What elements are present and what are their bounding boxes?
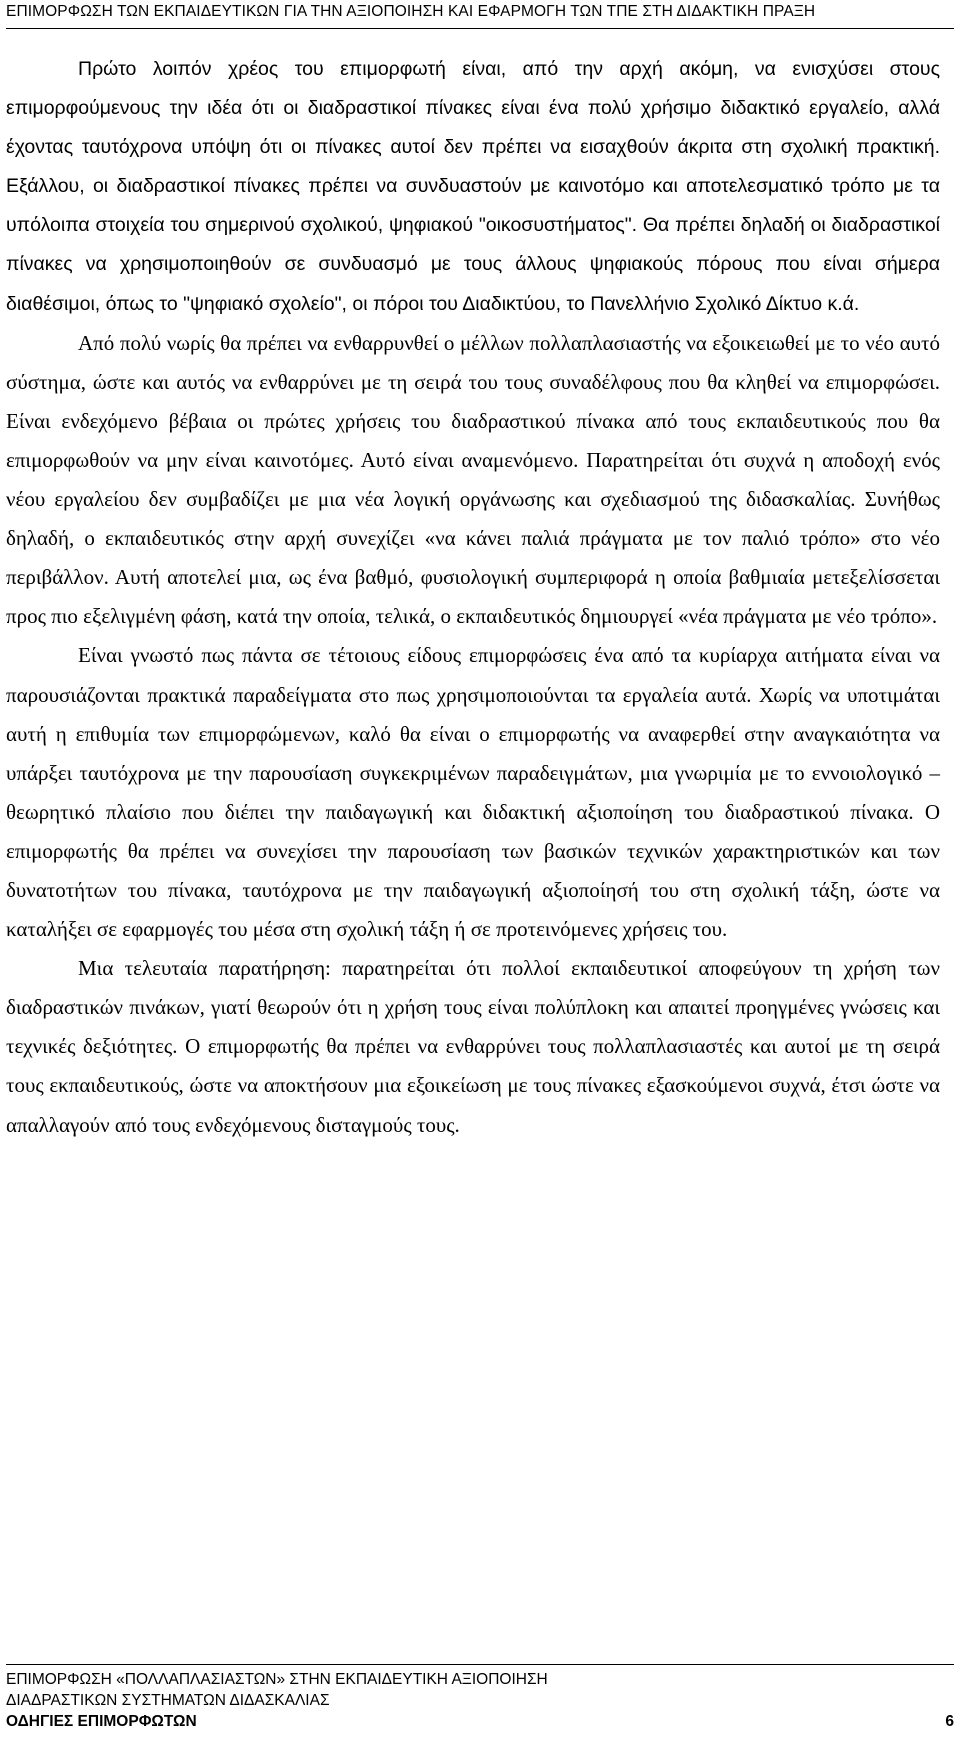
footer-line-2: ΔΙΑΔΡΑΣΤΙΚΩΝ ΣΥΣΤΗΜΑΤΩΝ ΔΙΔΑΣΚΑΛΙΑΣ [6, 1692, 330, 1709]
header-title: ΕΠΙΜΟΡΦΩΣΗ ΤΩΝ ΕΚΠΑΙΔΕΥΤΙΚΩΝ ΓΙΑ ΤΗΝ ΑΞΙΟΠΟΙΗΣΗ ΚΑΙ ΕΦΑΡΜΟΓΗ ΤΩΝ ΤΠΕ ΣΤΗ ΔΙΔΑΚΤΙΚΗ ΠΡΑΞΗ [6, 3, 816, 20]
footer-line-1: ΕΠΙΜΟΡΦΩΣΗ «ΠΟΛΛΑΠΛΑΣΙΑΣΤΩΝ» ΣΤΗΝ ΕΚΠΑΙΔΕΥΤΙΚΗ ΑΞΙΟΠΟΙΗΣΗ [6, 1671, 548, 1688]
document-body [6, 50, 940, 1145]
footer-doc-label: ΟΔΗΓΙΕΣ ΕΠΙΜΟΡΦΩΤΩΝ [6, 1713, 197, 1730]
paragraph-4: Μια τελευταία παρατήρηση: παρατηρείται ότι πολλοί εκπαιδευτικοί αποφεύγουν τη χρήση των διαδραστικών πινάκων, γιατί θεωρούν ότι η χρήση τους είναι πολύπλοκη και απαιτεί προηγμένες γνώσεις και τεχνικές δεξιότητες. Ο επιμορφωτής θα πρέπει να ενθαρρύνει τους πολλαπλασιαστές και αυτοί με τη σειρά τους εκπαιδευτικούς, ώστε να αποκτήσουν μια εξοικείωση με τους πίνακες εξασκούμενοι συχνά, έτσι ώστε να απαλλαγούν από τους ενδεχόμενους δισταγμούς τους. [6, 956, 940, 1137]
running-header [6, 0, 954, 29]
paragraph-1: Πρώτο λοιπόν χρέος του επιμορφωτή είναι, από την αρχή ακόμη, να ενισχύσει στους επιμορφούμενους την ιδέα ότι οι διαδραστικοί πίνακες είναι ένα πολύ χρήσιμο διδακτικό εργαλείο, αλλά έχοντας ταυτόχρονα υπόψη ότι οι πίνακες αυτοί δεν πρέπει να εισαχθούν άκριτα στη σχολική πρακτική. Εξάλλου, οι διαδραστικοί πίνακες πρέπει να συνδυαστούν με καινοτόμο και αποτελεσματικό τρόπο με τα υπόλοιπα στοιχεία του σημερινού σχολικού, ψηφιακού "οικοσυστήματος". Θα πρέπει δηλαδή οι διαδραστικοί πίνακες να χρησιμοποιηθούν σε συνδυασμό με τους άλλους ψηφιακούς πόρους που είναι σήμερα διαθέσιμοι, όπως το "ψηφιακό σχολείο", οι πόροι του Διαδικτύου, το Πανελλήνιο Σχολικό Δίκτυο κ.ά. [6, 58, 940, 315]
paragraph-3: Είναι γνωστό πως πάντα σε τέτοιους είδους επιμορφώσεις ένα από τα κυρίαρχα αιτήματα είναι να παρουσιάζονται πρακτικά παραδείγματα στο πως χρησιμοποιούνται τα εργαλεία αυτά. Χωρίς να υποτιμάται αυτή η επιθυμία των επιμορφώμενων, καλό θα είναι ο επιμορφωτής να αναφερθεί στην αναγκαιότητα να υπάρξει ταυτόχρονα με την παρουσίαση συγκεκριμένων παραδειγμάτων, μια γνωριμία με το εννοιολογικό – θεωρητικό πλαίσιο που διέπει την παιδαγωγική και διδακτική αξιοποίηση του διαδραστικού πίνακα. Ο επιμορφωτής θα πρέπει να συνεχίσει την παρουσίαση των βασικών τεχνικών χαρακτηριστικών και των δυνατοτήτων του πίνακα, ταυτόχρονα με την παιδαγωγική αξιοποίησή του στη σχολική τάξη, ώστε να καταλήξει σε εφαρμογές του μέσα στη σχολική τάξη ή σε προτεινόμενες χρήσεις του. [6, 643, 940, 942]
footer-line-3 [6, 1711, 954, 1732]
page-footer [6, 1664, 954, 1732]
page-number: 6 [945, 1713, 954, 1730]
paragraph-2: Από πολύ νωρίς θα πρέπει να ενθαρρυνθεί ο μέλλων πολλαπλασιαστής να εξοικειωθεί με το νέο αυτό σύστημα, ώστε και αυτός να ενθαρρύνει με τη σειρά του τους συναδέλφους που θα κληθεί να επιμορφώσει. Είναι ενδεχόμενο βέβαια οι πρώτες χρήσεις του διαδραστικού πίνακα από τους εκπαιδευτικούς που θα επιμορφωθούν να μην είναι καινοτόμες. Αυτό είναι αναμενόμενο. Παρατηρείται ότι συχνά η αποδοχή ενός νέου εργαλείου δεν συμβαδίζει με μια νέα λογική οργάνωσης και σχεδιασμού της διδασκαλίας. Συνήθως δηλαδή, ο εκπαιδευτικός στην αρχή συνεχίζει «να κάνει παλιά πράγματα με τον παλιό τρόπο» στο νέο περιβάλλον. Αυτή αποτελεί μια, ως ένα βαθμό, φυσιολογική συμπεριφορά η οποία βαθμιαία μετεξελίσσεται προς πιο εξελιγμένη φάση, κατά την οποία, τελικά, ο εκπαιδευτικός δημιουργεί «νέα πράγματα με νέο τρόπο». [6, 330, 940, 629]
